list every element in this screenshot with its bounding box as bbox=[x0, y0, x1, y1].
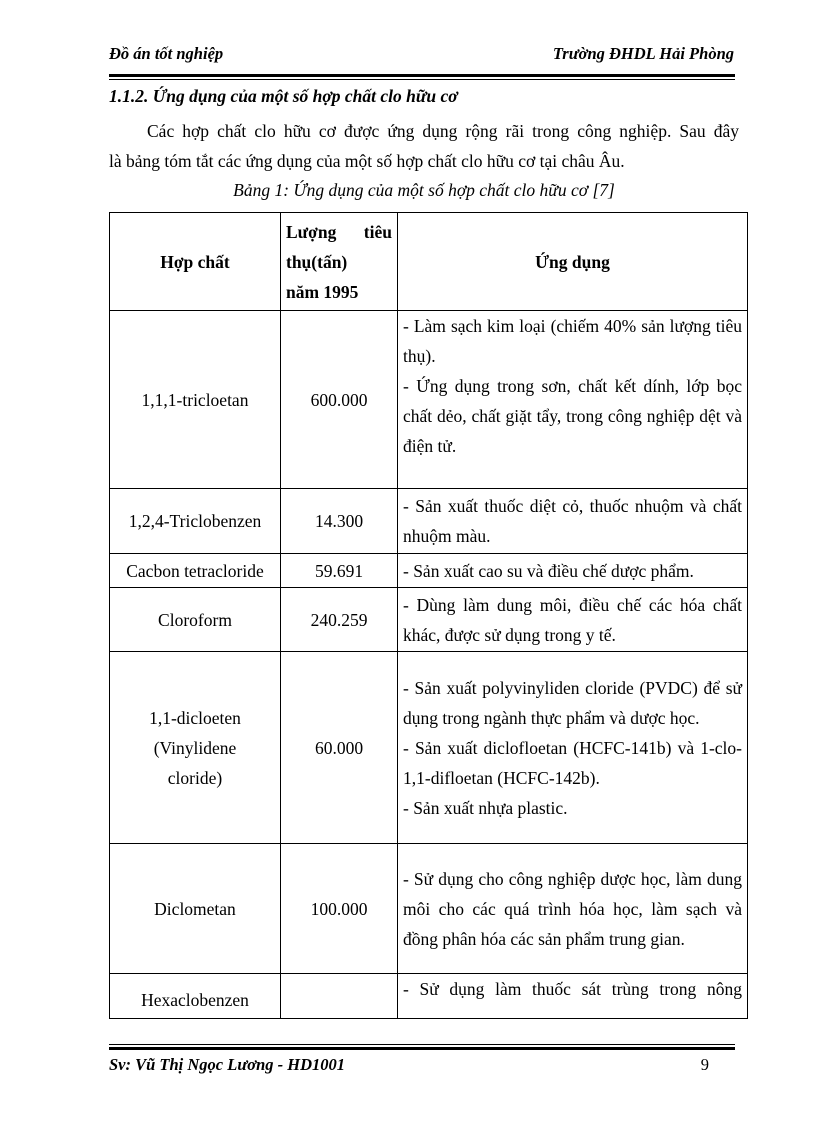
compound-cell: 1,1,1-tricloetan bbox=[110, 311, 281, 489]
intro-line-1: Các hợp chất clo hữu cơ được ứng dụng rộng rãi trong công nghiệp. Sau đây bbox=[147, 121, 739, 141]
table-row bbox=[110, 554, 748, 588]
table-header-row bbox=[110, 213, 748, 311]
footer-divider-thick bbox=[109, 1047, 735, 1050]
footer-divider-thin bbox=[109, 1044, 735, 1045]
header-left-title: Đồ án tốt nghiệp bbox=[109, 44, 224, 63]
compound-cell bbox=[110, 652, 281, 844]
quantity-cell: 600.000 bbox=[281, 311, 398, 489]
footer-author: Sv: Vũ Thị Ngọc Lương - HD1001 bbox=[109, 1055, 345, 1074]
quantity-cell: 100.000 bbox=[281, 844, 398, 974]
application-cell bbox=[398, 554, 748, 588]
compound-cell: Hexaclobenzen bbox=[110, 974, 281, 1019]
application-item: - Sử dụng cho công nghiệp dược học, làm dung môi cho các quá trình hóa học, làm sạch và đồng phân hóa các sản phẩm trung gian. bbox=[403, 868, 742, 949]
quantity-cell: 240.259 bbox=[281, 588, 398, 652]
application-cell bbox=[398, 844, 748, 974]
header-divider-thick bbox=[109, 74, 735, 77]
compound-cell: Diclometan bbox=[110, 844, 281, 974]
application-cell bbox=[398, 588, 748, 652]
application-cell bbox=[398, 974, 748, 1019]
quantity-cell: 59.691 bbox=[281, 554, 398, 588]
table-row bbox=[110, 588, 748, 652]
table-row bbox=[110, 974, 748, 1019]
application-cell bbox=[398, 652, 748, 844]
application-item: - Sản xuất cao su và điều chế dược phẩm. bbox=[403, 560, 694, 581]
application-item: - Ứng dụng trong sơn, chất kết dính, lớp bọc chất dẻo, chất giặt tẩy, trong công nghiệp dệt và điện tử. bbox=[403, 376, 742, 456]
page-number: 9 bbox=[700, 1055, 709, 1074]
compound-line: (Vinylidene bbox=[153, 737, 237, 758]
application-cell bbox=[398, 311, 748, 489]
header-divider-thin bbox=[109, 79, 735, 80]
section-title: 1.1.2. Ứng dụng của một số hợp chất clo hữu cơ bbox=[109, 86, 458, 106]
table-caption: Bảng 1: Ứng dụng của một số hợp chất clo hữu cơ [7] bbox=[233, 180, 615, 200]
header-quantity-line-1: Lượng tiêu bbox=[286, 221, 392, 242]
compound-line: 1,1-dicloeten bbox=[149, 707, 241, 728]
application-item: - Sử dụng làm thuốc sát trùng trong nông bbox=[403, 979, 742, 999]
table-row bbox=[110, 311, 748, 489]
intro-line-2: là bảng tóm tắt các ứng dụng của một số hợp chất clo hữu cơ tại châu Âu. bbox=[109, 151, 625, 171]
quantity-cell: 60.000 bbox=[281, 652, 398, 844]
intro-paragraph bbox=[109, 116, 739, 176]
table-row bbox=[110, 844, 748, 974]
compound-line: cloride) bbox=[167, 767, 223, 788]
application-item: - Dùng làm dung môi, điều chế các hóa chất khác, được sử dụng trong y tế. bbox=[403, 594, 742, 645]
application-item: - Sản xuất polyvinyliden cloride (PVDC) để sử dụng trong ngành thực phẩm và dược học. bbox=[403, 677, 742, 728]
application-item: - Sản xuất nhựa plastic. bbox=[403, 797, 568, 818]
application-cell bbox=[398, 489, 748, 554]
table-row bbox=[110, 489, 748, 554]
compound-cell: 1,2,4-Triclobenzen bbox=[110, 489, 281, 554]
header-application: Ứng dụng bbox=[398, 213, 748, 311]
quantity-cell: 14.300 bbox=[281, 489, 398, 554]
header-right-title: Trường ĐHDL Hải Phòng bbox=[552, 44, 734, 63]
compound-cell: Cloroform bbox=[110, 588, 281, 652]
application-item: - Làm sạch kim loại (chiếm 40% sản lượng tiêu thụ). bbox=[403, 316, 742, 366]
quantity-cell bbox=[281, 974, 398, 1019]
compound-cell: Cacbon tetracloride bbox=[110, 554, 281, 588]
header-compound: Hợp chất bbox=[110, 213, 281, 311]
header-quantity bbox=[281, 213, 398, 311]
application-item: - Sản xuất thuốc diệt cỏ, thuốc nhuộm và chất nhuộm màu. bbox=[403, 496, 742, 546]
header-quantity-line-3: năm 1995 bbox=[286, 281, 359, 302]
application-item: - Sản xuất diclofloetan (HCFC-141b) và 1-clo-1,1-difloetan (HCFC-142b). bbox=[403, 737, 742, 788]
table-row bbox=[110, 652, 748, 844]
applications-table bbox=[109, 212, 748, 1019]
header-quantity-line-2: thụ(tấn) bbox=[286, 251, 348, 272]
